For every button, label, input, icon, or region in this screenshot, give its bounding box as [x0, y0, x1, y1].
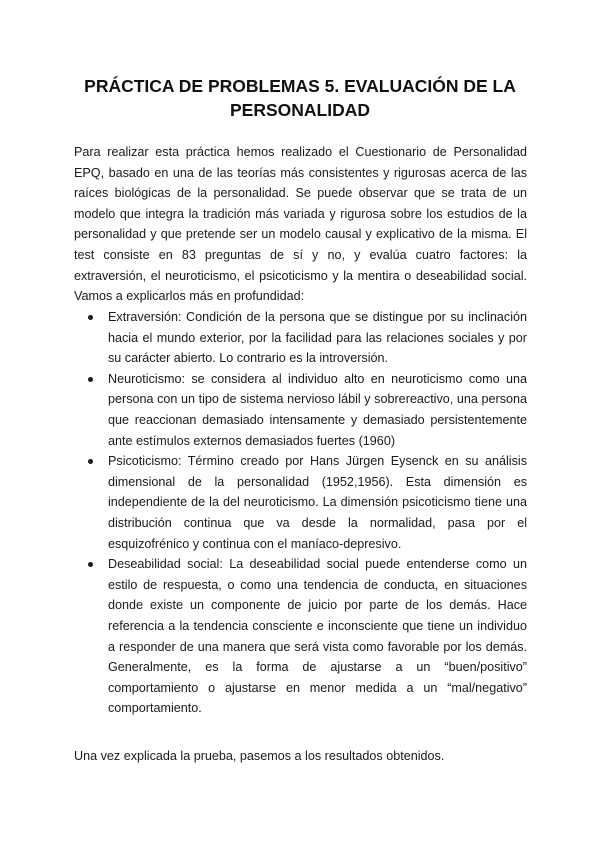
factor-list — [74, 307, 527, 719]
closing-paragraph: Una vez explicada la prueba, pasemos a los resultados obtenidos. — [74, 749, 445, 763]
bullet-icon — [88, 315, 93, 320]
intro-paragraph: Para realizar esta práctica hemos realizado el Cuestionario de Personalidad EPQ, basado en una de las teorías más consistentes y rigurosas acerca de las raíces biológicas de la personalidad. Se puede observar que se trata de un modelo que integra la tradición más variada y rigurosa sobre los estudios de la personalidad y que pretende ser un modelo causal y explicativo de la misma. El test consiste en 83 preguntas de sí y no, y evalúa cuatro factores: la extraversión, el neuroticismo, el psicoticismo y la mentira o deseabilidad social. Vamos a explicarlos más en profundidad: — [74, 145, 527, 304]
bullet-icon — [88, 377, 93, 382]
bullet-icon — [88, 562, 93, 567]
document-title: PRÁCTICA DE PROBLEMAS 5. EVALUACIÓN DE LA PERSONALIDAD — [84, 76, 516, 120]
factor-text: Deseabilidad social: La deseabilidad social puede entenderse como un estilo de respuesta, o como una tendencia de conducta, en situaciones donde existe un componente de juicio por parte de los demás. Hace referencia a la tendencia consciente e inconsciente que tiene un individuo a responder de una manera que será vista como favorable por los demás. Generalmente, es la forma de ajustarse a un “buen/positivo” comportamiento o ajustarse en menor medida a un “mal/negativo” comportamiento. — [108, 557, 527, 716]
factor-text: Extraversión: Condición de la persona que se distingue por su inclinación hacia el mundo exterior, por la facilidad para las relaciones sociales y por su carácter abierto. Lo contrario es la introversión. — [108, 310, 527, 366]
factor-item-psychoticism — [74, 451, 527, 554]
bullet-icon — [88, 459, 93, 464]
factor-item-extraversion — [74, 307, 527, 369]
factor-text: Neuroticismo: se considera al individuo alto en neuroticismo como una persona con un tipo de sistema nervioso lábil y sobrereactivo, una persona que reaccionan demasiado intensamente y demasiado persistentemente ante estímulos externos demasiados fuertes (1960) — [108, 371, 527, 448]
factor-item-neuroticism — [74, 369, 527, 451]
factor-text: Psicoticismo: Término creado por Hans Jürgen Eysenck en su análisis dimensional de la personalidad (1952,1956). Esta dimensión es independiente de la del neuroticismo. La dimensión psicoticismo tiene una distribución continua que va desde la normalidad, pasa por el esquizofrénico y continua con el maníaco-depresivo. — [108, 454, 527, 551]
factor-item-social-desirability — [74, 554, 527, 719]
